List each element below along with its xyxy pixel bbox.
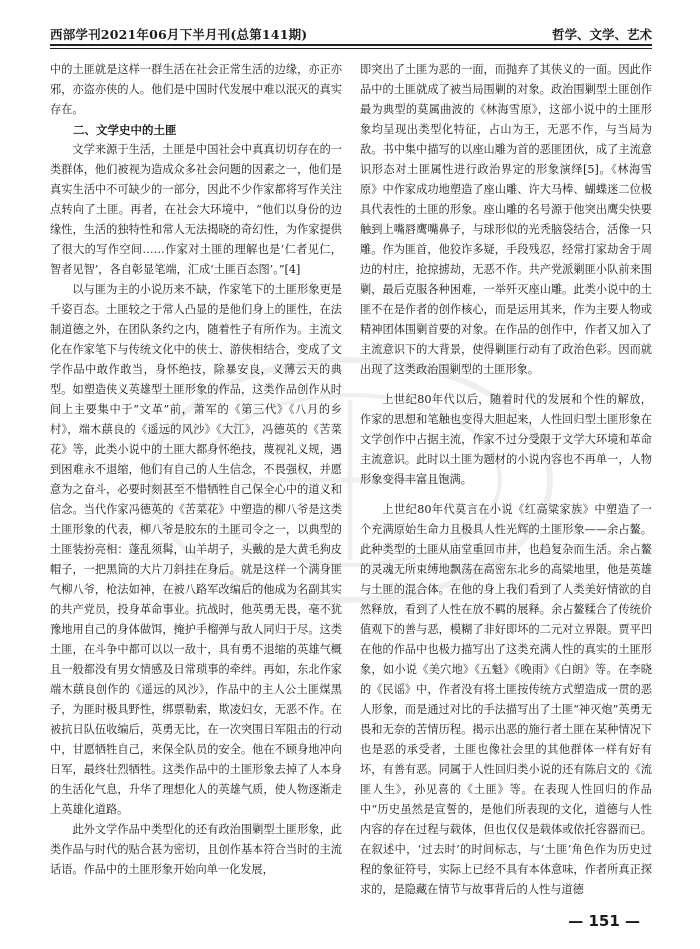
paragraph: 上世纪80年代以后，随着时代的发展和个性的解放，作家的思想和笔触也变得大胆起来，人性回归型土匪形象在文学创作中占据主流，作家不过分受限于文学大环境和革命主流意识。此时以土匪为题材的小说内容也不再单一，人物形象变得丰富且饱满。 xyxy=(360,393,652,486)
section-title: 哲学、文学、艺术 xyxy=(551,27,652,42)
header-rule-thin xyxy=(50,48,652,49)
page-header xyxy=(50,22,652,44)
journal-title: 西部学刊2021年06月下半月刊(总第141期) xyxy=(50,27,308,42)
right-column xyxy=(360,60,652,900)
paragraph: 中的土匪就是这样一群生活在社会正常生活的边缘，亦正亦邪，亦盗亦侠的人。他们是中国时代发展中难以泯灭的真实存在。 xyxy=(50,63,342,116)
paragraph: 此外文学作品中类型化的还有政治围剿型土匪形象，此类作品与时代的贴合甚为密切，且创作基本符合当时的主流话语。作品中的土匪形象开始向单一化发展， xyxy=(50,823,342,876)
paragraph: 以与匪为主的小说历来不缺，作家笔下的土匪形象更是千姿百态。土匪较之于常人凸显的是他们身上的匪性，在法制道德之外，在团队条约之内，随着性子有所作为。主流文化在作家笔下与传统文化中的侠士、游侠相结合，变成了文学作品中敢作敢当，身怀绝技，除暴安良，义薄云天的典型。如塑造侠义英雄型土匪形象的作品，这类作品创作从时间上主要集中于“文革”前，萧军的《第三代》《八月的乡村》，端木蕻良的《遥远的风沙》《大江》，冯德英的《苦菜花》等，此类小说中的土匪大都身怀绝技，蔑视礼义规，遇到困难永不退缩，他们有自己的人生信念，不畏强权，并愿意为之奋斗，必要时刻甚至不惜牺牲自己保全心中的道义和信念。当代作家冯德英的《苦菜花》中塑造的柳八爷是这类土匪形象的代表，柳八爷是胶东的土匪司令之一，以典型的土匪装扮亮相：蓬乱须髯，山羊胡子，头戴的是大黄毛狗皮帽子，一把黑筒的大片刀斜挂在身后。就是这样一个满身匪气柳八爷，枪法如神，在被八路军改编后的他成为名副其实的共产党员，投身革命事业。抗战时，他英勇无畏，毫不犹豫地用自己的身体做饵，掩护手榴弹与敌人同归于尽。这类土匪，在斗争中都可以以一敌十，具有勇不退缩的英雄气概且一般都没有男女情感及日常琐事的牵绊。再如，东北作家端木蕻良创作的《遥远的风沙》，作品中的主人公土匪煤黑子，为匪时极具野性，绑票勒索，欺凌妇女，无恶不作。在被抗日队伍收编后，英勇无比，在一次突围日军阻击的行动中，甘愿牺牲自己，来保全队员的安全。他在不顾身地冲向日军，最终壮烈牺牲。这类作品中的土匪形象去掉了人本身的生活化气息，升华了理想化人的英雄气质，使人物逐渐走上英雄化道路。 xyxy=(50,283,342,816)
paragraph: 上世纪80年代莫言在小说《红高粱家族》中塑造了一个充满原始生命力且极具人性光辉的土匪形象——余占鳌。此种类型的土匪从庙堂重回市井，也趋复杂而生活。余占鳌的灵魂无所束缚地飘荡在高密东北乡的高粱地里，他是英雄与土匪的混合体。在他的身上我们看到了人类美好情欲的自然释放，看到了人性在放不羁的展释。余占鳌糅合了传统价值观下的善与恶，模糊了非好即坏的二元对立界限。贾平凹在他的作品中也极力描写出了这类充满人性的真实的土匪形象，如小说《美穴地》《五魁》《晚雨》《白朗》等。在李晓的《民谣》中，作者没有将土匪按传统方式塑造成一贯的恶人形象，而是通过对比的手法描写出了土匪“神灭炮”英勇无畏和无奈的苦情历程。揭示出恶的施行者土匪在某种情况下也是恶的承受者，土匪也像社会里的其他群体一样有好有坏，有善有恶。同属于人性回归类小说的还有陈启文的《流匪人生》，孙见喜的《土匪》等。在表现人性回归的作品中“历史虽然是宣誓的，是他们所表现的文化，道德与人性内容的存在过程与载体，但也仅仅是载体或依托容器而已。在叙述中，‘过去时’的时间标志，与‘土匪’角色作为历史过程的象征符号，实际上已经不具有本体意味，作者所真正探求的，是隐藏在情节与故事背后的人性与道德 xyxy=(360,503,652,896)
page-number: — 151 — xyxy=(568,912,640,930)
section-heading: 二、文学史中的土匪 xyxy=(73,123,177,137)
left-column xyxy=(50,60,342,880)
paragraph: 文学来源于生活，土匪是中国社会中真真切切存在的一类群体，他们被视为造成众多社会问题的因素之一，他们是真实生活中不可缺少的一部分，因此不少作家都将写作关注点转向了土匪。再者，在社会大环境中，“他们以身份的边缘性，生活的独特性和常人无法揭晓的奇幻性，为作家提供了很大的写作空间……作家对土匪的理解也是‘仁者见仁，智者见智’，各自彰显笔端，汇成‘土匪百态图’。”[4] xyxy=(50,143,342,276)
header-rule-thick xyxy=(50,44,652,46)
paragraph: 即突出了土匪为恶的一面，而抛弃了其侠义的一面。因此作品中的土匪就成了被当局围剿的对象。政治围剿型土匪创作最为典型的莫属曲波的《林海雪原》，这部小说中的土匪形象均呈现出类型化特征，占山为王，无恶不作，与当局为敌。书中集中描写的以座山雕为首的恶匪团伙，成了主流意识形态对土匪属性进行政治界定的形象演绎[5]。《林海雪原》中作家成功地塑造了座山雕、许大马棒、蝴蝶迷二位极具代表性的土匪的形象。座山雕的名号源于他突出鹰尖快要触到上嘴唇鹰嘴鼻子，与球形似的光秃脑袋结合，活像一只雕。作为匪首，他狡诈多疑，手段残忍，经常打家劫舍于周边的村庄，抢掠掳劫，无恶不作。共产党派剿匪小队前来围剿，最后克服各种困难，一举歼灭座山雕。此类小说中的土匪不在是作者的创作核心，而是运用其来，作为主要人物或精神团体围剿首要的对象。在作品的创作中，作者又加入了主流意识下的大背景，使得剿匪行动有了政治色彩。因而就出现了这类政治围剿型的土匪形象。 xyxy=(360,63,652,376)
